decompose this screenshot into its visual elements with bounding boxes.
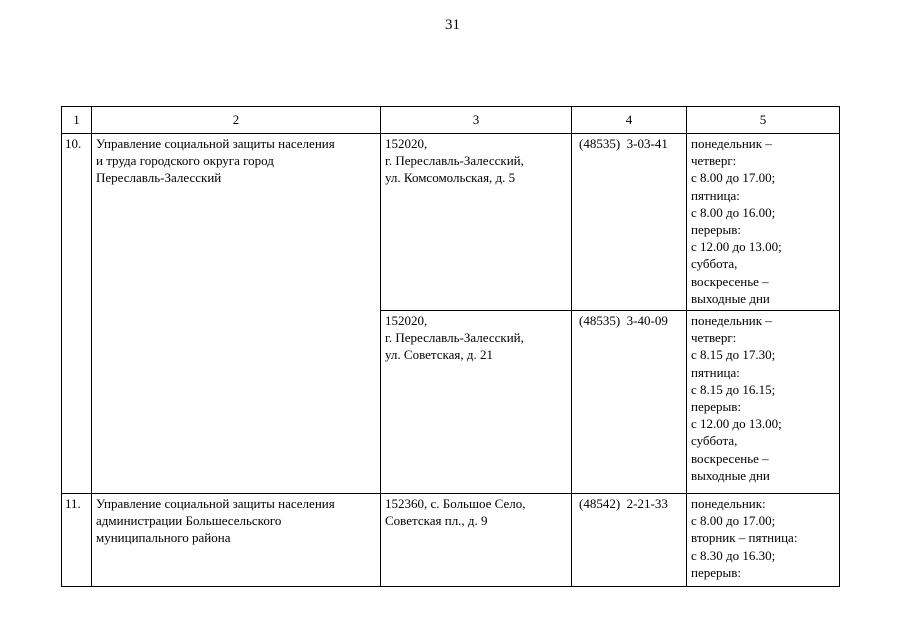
- hours-cell: понедельник – четверг: с 8.00 до 17.00; пятница: с 8.00 до 16.00; перерыв: с 12.00 до 13.00; суббота, воскресенье – выходные дни: [687, 134, 840, 311]
- row-number: 11.: [62, 494, 92, 587]
- table-row: [62, 494, 840, 587]
- column-header: 2: [92, 107, 381, 134]
- row-number: 10.: [62, 134, 92, 494]
- organizations-table: [61, 106, 840, 587]
- phone-cell: (48535) 3-40-09: [572, 311, 687, 494]
- hours-cell: понедельник: с 8.00 до 17.00; вторник – пятница: с 8.30 до 16.30; перерыв:: [687, 494, 840, 587]
- column-header: 1: [62, 107, 92, 134]
- address-cell: 152020, г. Переславль-Залесский, ул. Комсомольская, д. 5: [381, 134, 572, 311]
- phone-cell: (48535) 3-03-41: [572, 134, 687, 311]
- address-cell: 152020, г. Переславль-Залесский, ул. Советская, д. 21: [381, 311, 572, 494]
- column-header: 5: [687, 107, 840, 134]
- hours-cell: понедельник – четверг: с 8.15 до 17.30; пятница: с 8.15 до 16.15; перерыв: с 12.00 до 13.00; суббота, воскресенье – выходные дни: [687, 311, 840, 494]
- table-header-row: [62, 107, 840, 134]
- column-header: 4: [572, 107, 687, 134]
- table-row: [62, 134, 840, 311]
- address-cell: 152360, с. Большое Село, Советская пл., д. 9: [381, 494, 572, 587]
- page-number: 31: [445, 17, 460, 33]
- column-header: 3: [381, 107, 572, 134]
- organization-name: Управление социальной защиты населения и труда городского округа город Переславль-Залесский: [92, 134, 381, 494]
- phone-cell: (48542) 2-21-33: [572, 494, 687, 587]
- organization-name: Управление социальной защиты населения администрации Большесельского муниципального района: [92, 494, 381, 587]
